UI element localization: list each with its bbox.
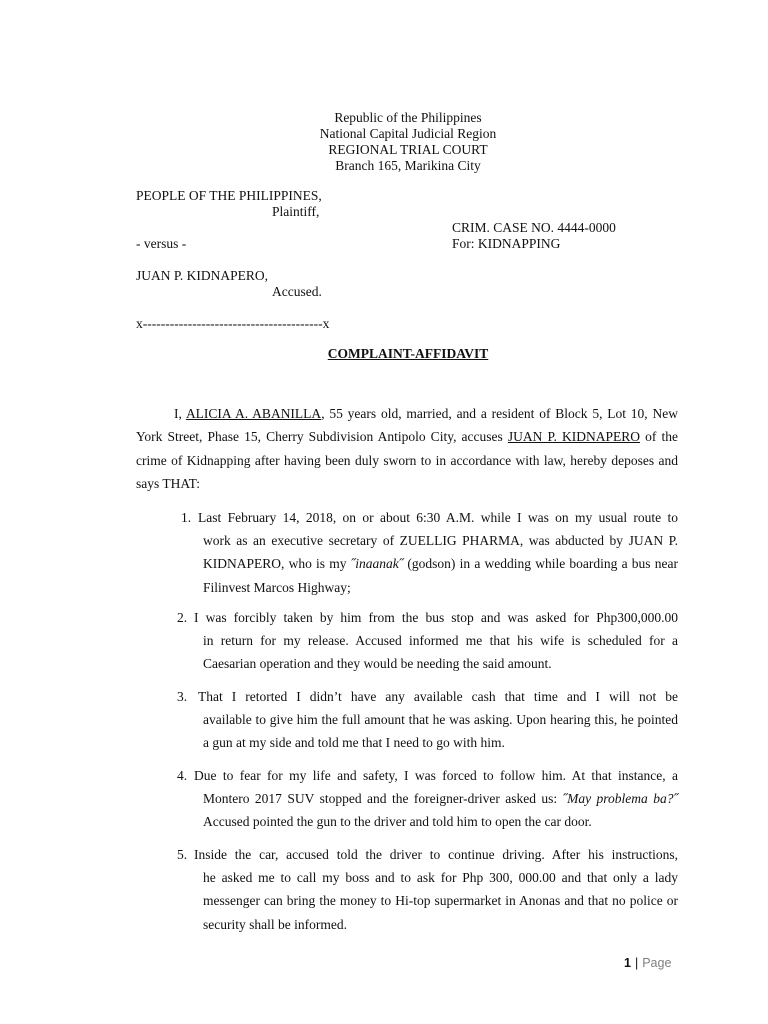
plaintiff-role: Plaintiff, <box>272 204 320 219</box>
court-header <box>0 110 768 174</box>
item-1-text-a: work as an executive secretary of ZUELLIG PHARMA, was abducted by JUAN P. KIDNAPERO, who is my <box>203 533 678 572</box>
item-1-text-b: (godson) in a wedding while boarding a bus near Filinvest Marcos Highway; <box>203 556 678 595</box>
header-court: REGIONAL TRIAL COURT <box>328 142 488 157</box>
document-title: COMPLAINT-AFFIDAVIT <box>327 346 489 361</box>
item-5-continuation: he asked me to call my boss and to ask for Php 300, 000.00 and that only a lady messenger can bring the money to Hi-top supermarket in Anonas and that no police or security shall be informed. <box>203 870 678 932</box>
item-1-first-line: Last February 14, 2018, on or about 6:30 A.M. while I was on my usual route to <box>198 510 678 525</box>
intro-text-2: of the crime of Kidnapping after having been duly sworn to in accordance with law, hereby deposes and says THAT: <box>136 429 678 491</box>
page-number: 1 <box>624 956 631 970</box>
item-3-continuation: available to give him the full amount that he was asking. Upon hearing this, he pointed a gun at my side and told me that I need to go with him. <box>203 712 678 751</box>
caption-separator: x----------------------------------------x <box>136 316 330 331</box>
item-4-continuation <box>203 787 678 834</box>
item-4-number: 4. <box>177 768 188 783</box>
item-4-italic: ˝May problema ba?˝ <box>562 791 678 806</box>
accused-role: Accused. <box>272 284 322 299</box>
item-3-number: 3. <box>177 689 188 704</box>
affiant-name: ALICIA A. ABANILLA <box>185 406 322 421</box>
accused-name-inline: JUAN P. KIDNAPERO <box>507 429 641 445</box>
header-region: National Capital Judicial Region <box>319 126 497 141</box>
accused-name: JUAN P. KIDNAPERO, <box>136 268 269 283</box>
item-1-number: 1. <box>181 510 192 525</box>
item-5-first-line: Inside the car, accused told the driver to continue driving. After his instructions, <box>194 847 678 862</box>
header-republic: Republic of the Philippines <box>334 110 482 125</box>
case-number: CRIM. CASE NO. 4444-0000 <box>452 220 616 235</box>
versus-label: - versus - <box>136 236 187 251</box>
item-4-text-b: Accused pointed the gun to the driver and told him to open the car door. <box>203 814 592 830</box>
charge-label: For: KIDNAPPING <box>452 236 561 251</box>
intro-lead: I, <box>174 406 186 421</box>
item-2-first-line: I was forcibly taken by him from the bus stop and was asked for Php300,000.00 <box>194 610 678 625</box>
item-2-continuation: in return for my release. Accused informed me that his wife is scheduled for a Caesarian operation and they would be needing the said amount. <box>203 633 678 672</box>
page-separator: | <box>634 956 639 970</box>
header-branch: Branch 165, Marikina City <box>335 158 481 173</box>
plaintiff-name: PEOPLE OF THE PHILIPPINES, <box>136 188 322 203</box>
item-4-text-a: Montero 2017 SUV stopped and the foreigner-driver asked us: <box>203 791 563 806</box>
item-4-first-line: Due to fear for my life and safety, I was forced to follow him. At that instance, a <box>194 768 678 783</box>
item-5-number: 5. <box>177 847 188 862</box>
intro-text-1: , 55 years old, married, and a resident of Block 5, Lot 10, New York Street, Phase 15, Cherry Subdivision Antipolo City, accuses <box>136 406 678 445</box>
intro-paragraph <box>136 402 678 495</box>
item-1-italic: ˝inaanak˝ <box>350 556 404 572</box>
page-label: Page <box>642 956 672 970</box>
item-1-continuation <box>203 529 678 599</box>
item-2-number: 2. <box>177 610 188 625</box>
item-3-first-line: That I retorted I didn’t have any available cash that time and I will not be <box>198 689 678 704</box>
page-footer <box>624 956 671 970</box>
